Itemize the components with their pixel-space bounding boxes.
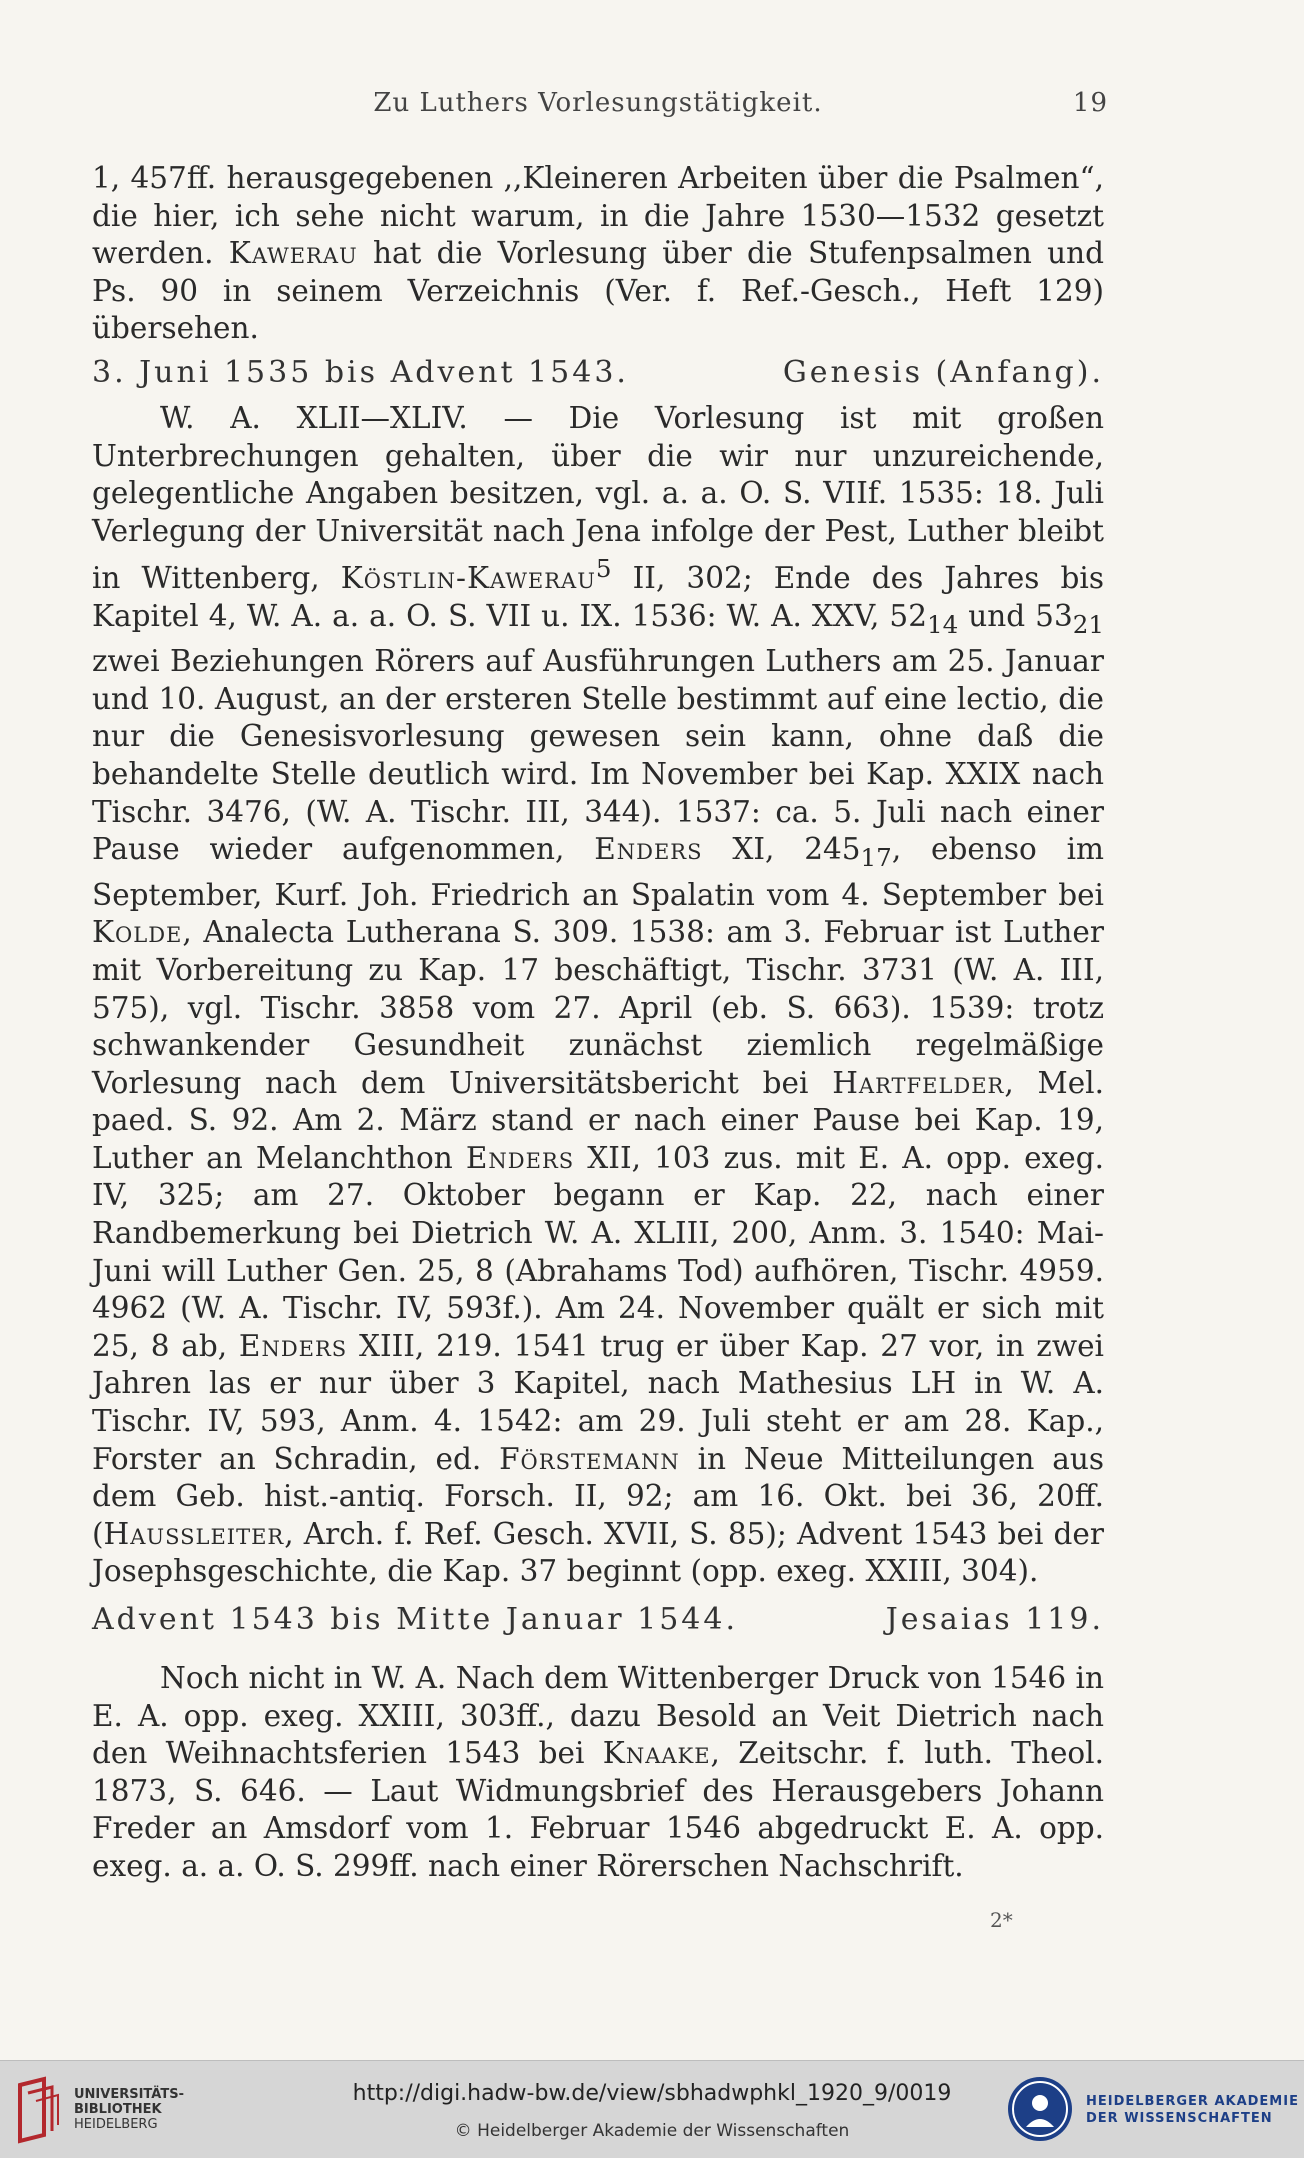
copyright-notice: © Heidelberger Akademie der Wissenschaften (454, 2121, 850, 2141)
library-name: UNIVERSITÄTS- BIBLIOTHEK HEIDELBERG (74, 2087, 184, 2132)
author-name: Kawerau (228, 236, 358, 271)
paragraph-jesaias: Noch nicht in W. A. Nach dem Wittenberger Druck von 1546 in E. A. opp. exeg. XXIII, 303ff., dazu Besold an Veit Dietrich nach den Weihnachtsferien 1543 bei Knaake, Zeitschr. f. luth. Theol. 1873, S. 646. — Laut Widmungsbrief des Herausgebers Johann Freder an Amsdorf vom 1. Februar 1546 abgedruckt E. A. opp. exeg. a. a. O. S. 299ff. nach einer Rörerschen Nachschrift. (92, 1661, 1104, 1883)
academy-name: HEIDELBERGER AKADEMIE DER WISSENSCHAFTEN (1086, 2094, 1299, 2126)
paragraph-continuation: 1, 457ff. herausgegebenen ,,Kleineren Arbeiten über die Psalmen“, die hier, ich sehe nicht warum, in die Jahre 1530—1532 gesetzt werden. Kawerau hat die Vorlesung über die Stufenpsalmen und Ps. 90 in seinem Verzeichnis (Ver. f. Ref.-Gesch., Heft 129) übersehen. (92, 161, 1105, 346)
running-title: Zu Luthers Vorlesungstätigkeit. (373, 88, 823, 118)
heading-date-range: Advent 1543 bis Mitte Januar 1544. (92, 1602, 739, 1637)
academy-seal-icon[interactable] (1008, 2077, 1072, 2141)
heading-date-range: 3. Juni 1535 bis Advent 1543. (92, 355, 629, 390)
paragraph-genesis: W. A. XLII—XLIV. — Die Vorlesung ist mit großen Unterbrechungen gehalten, über die wir nur unzureichende, gelegentliche Angaben besitzen, vgl. a. a. O. S. VIIf. 1535: 18. Juli Verlegung der Universität nach Jena infolge der Pest, Luther bleibt in Wittenberg, Köstlin-Kawerau$^5$ II, 302; Ende des Jahres bis Kapitel 4, W. A. a. a. O. S. VII u. IX. 1536: W. A. XXV, $52_{14}$ und $53_{21}$ zwei Beziehungen Rörers auf Ausführungen Luthers am 25. Januar und 10. August, an der ersteren Stelle bestimmt auf eine lectio, die nur die Genesisvorlesung gewesen sein kann, ohne daß die behandelte Stelle deutlich wird. Im November bei Kap. XXIX nach Tischr. 3476, (W. A. Tischr. III, 344). 1537: ca. 5. Juli nach einer Pause wieder aufgenommen, Enders XI, $245_{17}$, ebenso im September, Kurf. Joh. Friedrich an Spalatin vom 4. September bei Kolde, Analecta Lutherana S. 309. 1538: am 3. Februar ist Luther mit Vorbereitung zu Kap. 17 beschäftigt, Tischr. 3731 (W. A. III, 575), vgl. Tischr. 3858 vom 27. April (eb. S. 663). 1539: trotz schwankender Gesundheit zunächst ziemlich regelmäßige Vorlesung nach dem Universitätsbericht bei Hartfelder, Mel. paed. S. 92. Am 2. März stand er nach einer Pause bei Kap. 19, Luther an Melanchthon Enders XII, 103 zus. mit E. A. opp. exeg. IV, 325; am 27. Oktober begann er Kap. 22, nach einer Randbemerkung bei Dietrich W. A. XLIII, 200, Anm. 3. 1540: Mai-Juni will Luther Gen. 25, 8 (Abrahams Tod) aufhören, Tischr. 4959. 4962 (W. A. Tischr. IV, 593f.). Am 24. November quält er sich mit 25, 8 ab, Enders XIII, 219. 1541 trug er über Kap. 27 vor, in zwei Jahren las er nur über 3 Kapitel, nach Mathesius LH in W. A. Tischr. IV, 593, Anm. 4. 1542: am 29. Juli steht er am 28. Kap., Forster an Schradin, ed. Förstemann in Neue Mitteilungen aus dem Geb. hist.-antiq. Forsch. II, 92; am 16. Okt. bei 36, 20ff. (Haussleiter, Arch. f. Ref. Gesch. XVII, S. 85); Advent 1543 bei der Josephsgeschichte, die Kap. 37 beginnt (opp. exeg. XXIII, 304). (92, 401, 1104, 1589)
page-number: 19 (1072, 88, 1108, 118)
heading-topic: Jesaias 119. (885, 1602, 1104, 1637)
signature-mark: 2* (990, 1908, 1013, 1932)
viewer-footer (0, 2060, 1304, 2158)
heading-topic: Genesis (Anfang). (782, 355, 1104, 390)
permalink[interactable]: http://digi.hadw-bw.de/view/sbhadwphkl_1920_9/0019 (352, 2081, 952, 2106)
